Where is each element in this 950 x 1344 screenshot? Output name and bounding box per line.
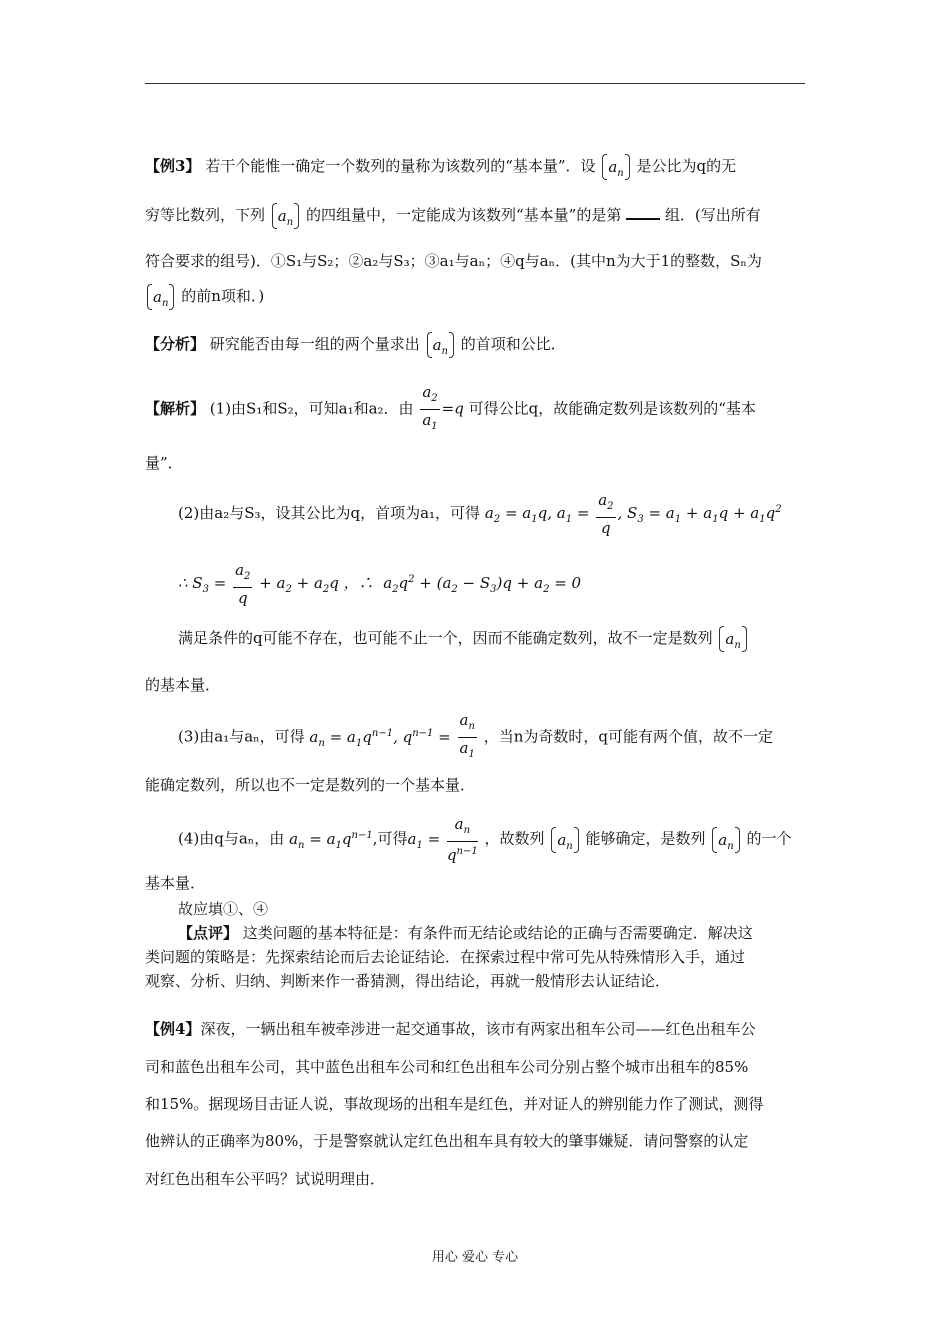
sequence-an: $a_n$	[602, 152, 629, 182]
page-footer: 用心 爱心 专心	[431, 1250, 519, 1265]
ex3-text: 穷等比数列，下列	[145, 206, 266, 224]
review-tag: 【点评】	[178, 924, 239, 942]
sol-text: 的一个	[746, 829, 792, 848]
sol-p4	[178, 814, 792, 865]
analysis	[145, 330, 566, 360]
ex3-text: 组．(写出所有	[664, 206, 761, 224]
sol-p3-end: 能确定数列，所以也不一定是数列的一个基本量．	[145, 776, 476, 794]
ex4-line-1	[145, 1018, 755, 1040]
sol-answer: 故应填①、④	[178, 900, 269, 918]
ex4-line-4: 他辨认的正确率为80%，于是警察就认定红色出租车具有较大的肇事嫌疑．请问警察的认定	[145, 1132, 749, 1150]
formula-s3: ∴ $S_3$ = $\frac{a_2}{q}$ + $a_2 + a_2q$ ，∴ $a_2q^2 + (a_2 - S_3)q + a_2 = 0$	[178, 561, 582, 607]
answer-blank	[626, 204, 660, 220]
sequence-an: $a_n$	[272, 201, 299, 231]
sol-p2-end: 的基本量．	[145, 676, 221, 694]
sequence-an: $a_n$	[427, 330, 454, 360]
sol-p2	[178, 490, 782, 538]
formula-p4b: $a_1$ = $\frac{a_n}{q^{n-1}}$	[407, 815, 478, 864]
sol-p2-formula	[178, 560, 581, 608]
review-text: 这类问题的基本特征是：有条件而无结论或结论的正确与否需要确定．解决这	[242, 924, 753, 942]
sol-text: 满足条件的q可能不存在，也可能不止一个，因而不能确定数列，故不一定是数列	[178, 629, 713, 647]
sol-text: 能够确定，是数列	[585, 829, 706, 848]
formula-p3: $a_n = a_1q^{n-1}$, $q^{n-1}$ = $\frac{a_n}{a_1}$	[309, 711, 475, 760]
ex4-text: 深夜，一辆出租车被牵涉进一起交通事故，该市有两家出租车公司——红色出租车公	[200, 1020, 756, 1038]
sol-p4-end: 基本量．	[145, 874, 206, 892]
review-line-2: 类问题的策略是：先探索结论而后去论证结论．在探索过程中常可先从特殊情形入手，通过	[145, 948, 746, 966]
ex3-tag: 【例3】	[145, 157, 201, 175]
ex4-line-5: 对红色出租车公平吗？试说明理由．	[145, 1170, 386, 1188]
formula-a2-over-a1: $\frac{a_2}{a_1}$	[422, 383, 438, 432]
sol-text: (3)由a₁与aₙ，可得	[178, 727, 305, 746]
sol-text: ，故数列	[484, 829, 545, 848]
sol-text: (1)由S₁和S₂，可知a₁和a₂．由	[209, 399, 414, 418]
ex3-text: 的前n项和．)	[181, 287, 265, 305]
review-line-3: 观察、分析、归纳、判断来作一番猜测，得出结论，再就一般情形去认证结论．	[145, 972, 671, 990]
sol-text: 可得公比q，故能确定数列是该数列的“基本	[468, 399, 756, 418]
sequence-an: $a_n$	[147, 282, 174, 312]
ex4-line-2: 司和蓝色出租车公司，其中蓝色出租车公司和红色出租车公司分别占整个城市出租车的85%	[145, 1058, 749, 1076]
solution-tag: 【解析】	[145, 399, 206, 418]
ex3-line-3: 符合要求的组号)．①S₁与S₂；②a₂与S₃；③a₁与aₙ；④q与aₙ．(其中n为大于1的整数，Sₙ为	[145, 252, 762, 270]
header-rule	[145, 83, 805, 84]
sol-p2-text	[178, 624, 749, 654]
sol-text: ，当n为奇数时，q可能有两个值，故不一定	[483, 727, 773, 746]
sol-text: (2)由a₂与S₃，设其公比为q，首项为a₁，可得	[178, 504, 481, 522]
ex3-text: 的四组量中，一定能成为该数列“基本量”的是第	[305, 206, 622, 224]
formula-eq-q: =q	[441, 399, 464, 418]
sequence-an: $a_n$	[551, 825, 578, 855]
sol-text: (4)由q与aₙ，由	[178, 829, 285, 848]
ex4-line-3: 和15%。据现场目击证人说，事故现场的出租车是红色，并对证人的辨别能力作了测试，测得	[145, 1095, 764, 1113]
sol-p1-end: 量”．	[145, 454, 183, 472]
analysis-tag: 【分析】	[145, 335, 206, 353]
sequence-an: $a_n$	[712, 825, 739, 855]
ex3-line-4	[145, 282, 264, 312]
ex3-line-1	[145, 152, 736, 182]
formula-p2: $a_2 = a_1q$, $a_1$ = $\frac{a_2}{q}$ , $S_3 = a_1 + a_1q + a_1q^2$	[484, 491, 782, 537]
ex3-text: 是公比为q的无	[636, 157, 737, 175]
sequence-an: $a_n$	[719, 624, 746, 654]
analysis-text: 的首项和公比．	[460, 335, 566, 353]
ex3-text: 若干个能惟一确定一个数列的量称为该数列的“基本量”．设	[205, 157, 596, 175]
ex3-line-2	[145, 201, 761, 231]
sol-p1	[145, 382, 756, 437]
review-line-1	[178, 922, 753, 944]
analysis-text: 研究能否由每一组的两个量求出	[209, 335, 420, 353]
sol-text: ,可得	[372, 829, 408, 848]
ex4-tag: 【例4】	[145, 1020, 201, 1038]
formula-p4a: $a_n = a_1q^{n-1}$	[289, 829, 373, 851]
sol-p3	[178, 710, 773, 765]
